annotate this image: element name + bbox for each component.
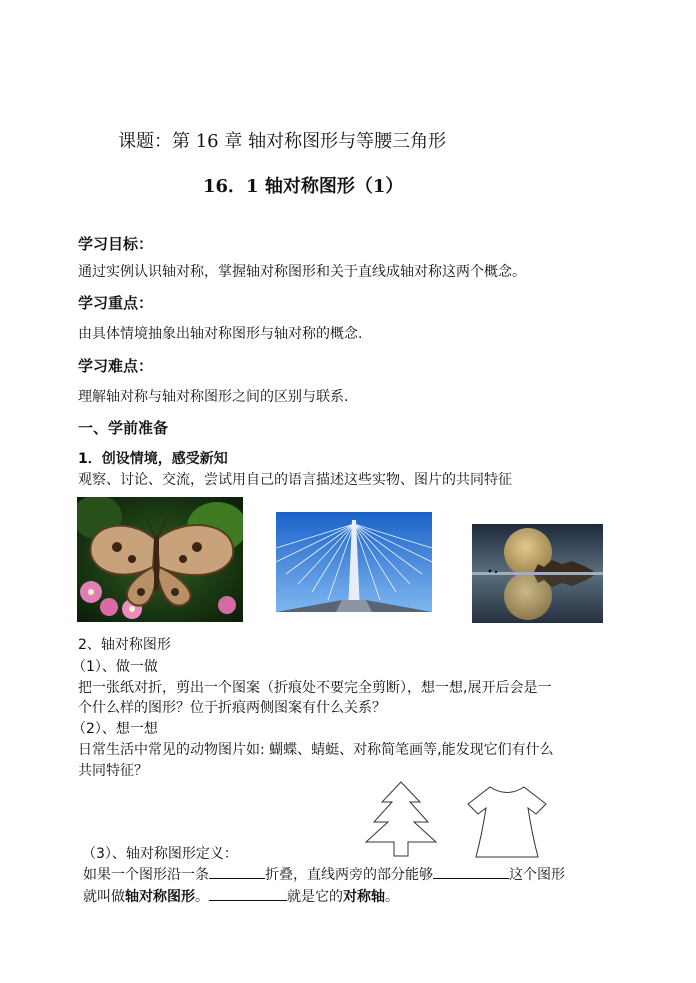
definition-part2: 折叠，直线两旁的部分能够: [265, 867, 433, 883]
think-line2: 共同特征？: [78, 763, 148, 779]
tree-outline-icon: [364, 780, 438, 858]
do-it-label: （1）、做一做: [72, 659, 158, 675]
goals-text: 通过实例认识轴对称，掌握轴对称图形和关于直线成轴对称这两个概念。: [78, 264, 526, 280]
definition-line1: [83, 864, 565, 884]
prep-item1-label-text: 1．创设情境，感受新知: [78, 451, 228, 467]
definition-part5: 。: [195, 889, 209, 905]
section-subtitle: 16．1 轴对称图形（1）: [203, 176, 404, 197]
think-line1: 日常生活中常见的动物图片如: 蝴蝶、蜻蜓、对称简笔画等,能发现它们有什么: [78, 742, 554, 758]
definition-part6: 就是它的: [287, 889, 343, 905]
definition-part1: 如果一个图形沿一条: [83, 867, 209, 883]
prep-item1-label: [78, 448, 228, 468]
dress-outline-icon: [466, 784, 548, 860]
think-label: （2）、想一想: [72, 721, 158, 737]
blank-3[interactable]: [209, 886, 287, 901]
focus-text: 由具体情境抽象出轴对称图形与轴对称的概念.: [78, 326, 363, 342]
blank-1[interactable]: [209, 864, 265, 879]
cable-bridge-photo-icon: [276, 512, 432, 612]
definition-line2: [83, 886, 399, 906]
symmetry-heading: 2、轴对称图形: [78, 637, 171, 653]
butterfly-photo-icon: [77, 497, 243, 622]
lesson-title: 课题：第 16 章 轴对称图形与等腰三角形: [118, 131, 447, 152]
difficulty-text: 理解轴对称与轴对称图形之间的区别与联系.: [78, 389, 349, 405]
do-it-line1: 把一张纸对折，剪出一个图案（折痕处不要完全剪断），想一想,展开后会是一: [78, 680, 552, 696]
goals-heading: 学习目标：: [78, 235, 154, 253]
difficulty-heading: 学习难点：: [78, 357, 154, 375]
definition-bold2: 对称轴: [343, 889, 385, 905]
definition-part3: 这个图形: [509, 867, 565, 883]
definition-label: （3）、轴对称图形定义：: [82, 846, 238, 862]
focus-heading: 学习重点：: [78, 294, 154, 312]
prep-heading: 一、学前准备: [78, 419, 169, 437]
do-it-line2: 个什么样的图形？位于折痕两侧图案有什么关系？: [78, 700, 386, 716]
blank-2[interactable]: [433, 864, 509, 879]
definition-part4: 就叫做: [83, 889, 125, 905]
definition-part7: 。: [385, 889, 399, 905]
moon-reflection-photo-icon: [472, 524, 603, 623]
definition-bold1: 轴对称图形: [125, 889, 195, 905]
prep-item1-text: 观察、讨论、交流，尝试用自己的语言描述这些实物、图片的共同特征: [78, 472, 512, 488]
